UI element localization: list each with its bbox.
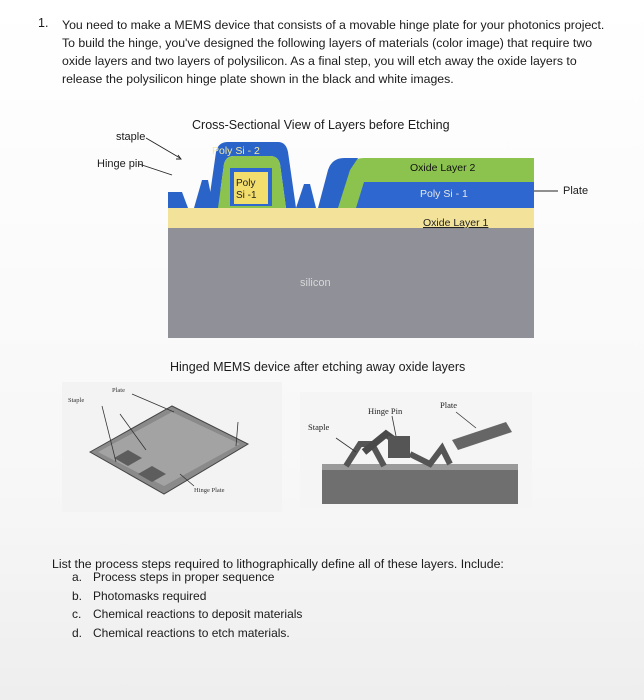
staple-left-edge [168, 192, 188, 208]
poly-si-2-dip [296, 184, 316, 208]
question-text: You need to make a MEMS device that consists of a movable hinge plate for your photonics project. To build the hinge, you've designed the following layers of materials (color image) that require two oxide layers and two layers of polysilicon. As a final step, you will etch away the oxide layers to release the polysilicon hinge plate shown in the black and white images. [62, 18, 605, 86]
right-image-hinge-pin-label: Hinge Pin [368, 406, 403, 416]
right-image-staple-label: Staple [308, 422, 330, 432]
list-item-text: Chemical reactions to deposit materials [93, 607, 303, 621]
list-item [72, 587, 302, 606]
question-number: 1. [38, 16, 49, 30]
oxide-layer-1-label: Oxide Layer 1 [423, 217, 489, 229]
silicon-label: silicon [300, 277, 331, 289]
list-item-text: Process steps in proper sequence [93, 570, 275, 584]
hinge-pin-sem-image [300, 392, 532, 508]
list-item-text: Photomasks required [93, 588, 207, 603]
staple-label: staple [116, 131, 146, 143]
cross-section-diagram [168, 140, 534, 338]
poly-si-1-label: Poly Si - 1 [420, 188, 468, 200]
task-list [72, 568, 302, 642]
poly-si-1-small-label-line1: Poly [236, 178, 256, 189]
poly-si-1-small-label-line2: Si -1 [236, 190, 257, 201]
plate-label: Plate [563, 185, 589, 197]
list-item-marker: d. [72, 625, 83, 640]
list-item [72, 605, 302, 624]
list-item-marker: b. [72, 588, 83, 603]
left-image-staple-label: Staple [68, 397, 85, 404]
silicon-layer [168, 228, 534, 338]
hinge-pin-label: Hinge pin [97, 158, 144, 170]
poly-si-2-label: Poly Si - 2 [212, 145, 260, 157]
hinge-plate-sem-image [62, 382, 282, 512]
left-image-hinge-plate-label: Hinge Plate [194, 487, 225, 494]
left-image-plate-label: Plate [112, 387, 125, 394]
list-item-text: Chemical reactions to etch materials. [93, 625, 290, 640]
hinge-pin-image-substrate-top [322, 464, 518, 470]
figure1-title: Cross-Sectional View of Layers before Etching [192, 118, 450, 132]
figure2-title: Hinged MEMS device after etching away oxide layers [170, 360, 466, 374]
hinge-pin-image-block [388, 436, 410, 458]
right-image-plate-label: Plate [440, 400, 457, 410]
list-item-marker: a. [72, 570, 83, 584]
list-item [72, 568, 302, 587]
task-intro: List the process steps required to lithographically define all of these layers. Include: [52, 557, 504, 571]
list-item [72, 624, 302, 643]
oxide-layer-2-label: Oxide Layer 2 [410, 162, 476, 174]
list-item-marker: c. [72, 607, 82, 621]
